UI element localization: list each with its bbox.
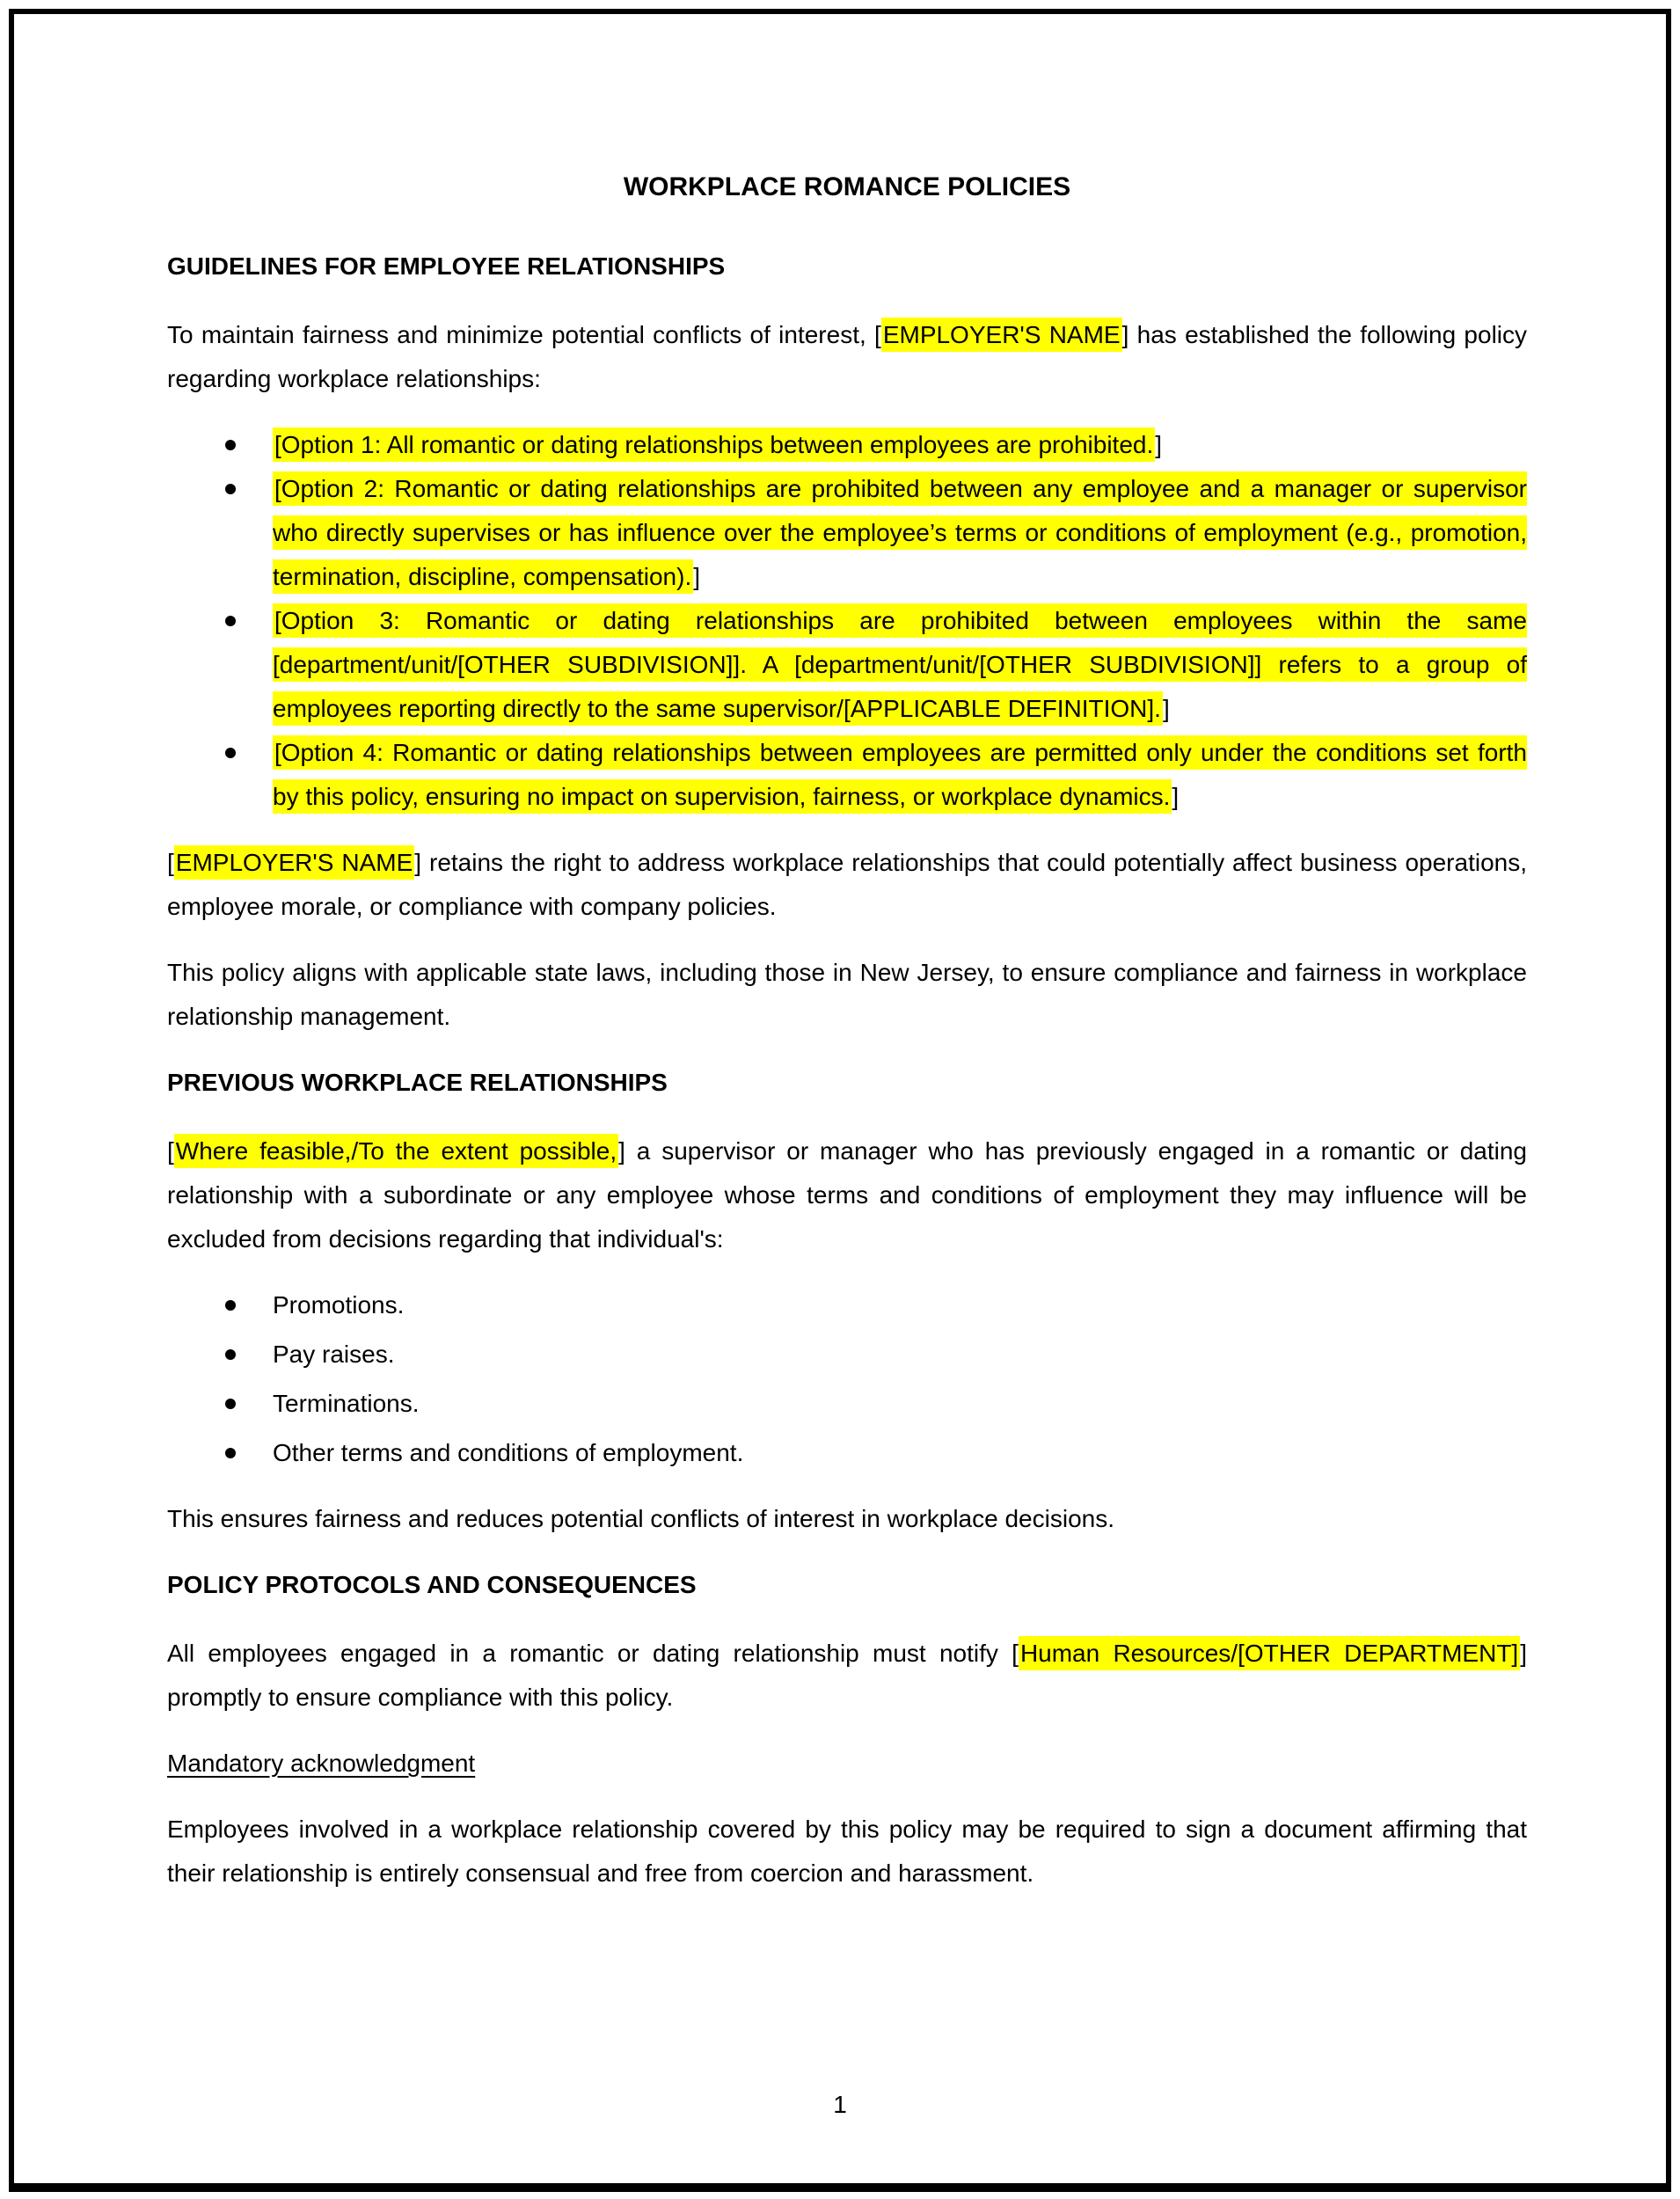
text-run: ] bbox=[1162, 695, 1170, 722]
text-run: [ bbox=[167, 1137, 174, 1165]
body-paragraph bbox=[167, 841, 1527, 929]
text-run: Employees involved in a workplace relationship covered by this policy may be required to sign a document affirming that their relationship is entirely consensual and free from coercion and harassment. bbox=[167, 1815, 1527, 1887]
text-run: All employees engaged in a romantic or dating relationship must notify [ bbox=[167, 1640, 1019, 1667]
bullet-item bbox=[167, 1431, 1527, 1475]
text-run: ] a supervisor or manager who has previously engaged in a romantic or dating relationship with a subordinate or any employee whose terms and conditions of employment they may influence will be excluded from decisions regarding that individual's: bbox=[167, 1137, 1527, 1253]
highlighted-text: [Option 3: Romantic or dating relationships are prohibited between employees within the same [department/unit/[OTHER SUBDIVISION]]. A [department/unit/[OTHER SUBDIVISION]] refers to a group of employees reporting directly to the same supervisor/[APPLICABLE DEFINITION]. bbox=[273, 603, 1527, 726]
document-content bbox=[14, 14, 1666, 1896]
bullet-item bbox=[167, 1333, 1527, 1377]
text-run: ] bbox=[1155, 431, 1163, 458]
highlighted-text: [Option 4: Romantic or dating relationships between employees are permitted only under the conditions set forth by this policy, ensuring no impact on supervision, fairness, or workplace dynamics. bbox=[273, 735, 1527, 814]
text-run: Other terms and conditions of employment. bbox=[273, 1439, 744, 1466]
bullet-item bbox=[167, 467, 1527, 599]
highlighted-text: EMPLOYER'S NAME bbox=[174, 845, 414, 880]
document-title: WORKPLACE ROMANCE POLICIES bbox=[623, 172, 1071, 201]
text-run: Terminations. bbox=[273, 1390, 420, 1417]
body-paragraph bbox=[167, 1129, 1527, 1261]
highlighted-text: Where feasible,/To the extent possible, bbox=[174, 1134, 618, 1168]
text-run: ] promptly to ensure compliance with this policy. bbox=[167, 1640, 1527, 1711]
text-run: [ bbox=[167, 849, 174, 876]
text-run: Promotions. bbox=[273, 1291, 405, 1319]
body-paragraph bbox=[167, 951, 1527, 1039]
text-run: This policy aligns with applicable state laws, including those in New Jersey, to ensure compliance and fairness in workplace relationship management. bbox=[167, 959, 1527, 1030]
page-number: 1 bbox=[833, 2091, 847, 2118]
text-run: Pay raises. bbox=[273, 1341, 395, 1368]
text-run: This ensures fairness and reduces potential conflicts of interest in workplace decisions. bbox=[167, 1505, 1114, 1532]
text-run: To maintain fairness and minimize potential conflicts of interest, [ bbox=[167, 321, 881, 348]
section-heading: GUIDELINES FOR EMPLOYEE RELATIONSHIPS bbox=[167, 252, 726, 280]
highlighted-text: EMPLOYER'S NAME bbox=[881, 318, 1122, 352]
text-run: ] bbox=[693, 563, 701, 590]
bullet-item bbox=[167, 731, 1527, 819]
body-paragraph bbox=[167, 1808, 1527, 1896]
highlighted-text: Human Resources/[OTHER DEPARTMENT] bbox=[1019, 1636, 1520, 1670]
section-heading: POLICY PROTOCOLS AND CONSEQUENCES bbox=[167, 1571, 697, 1598]
bullet-item bbox=[167, 1382, 1527, 1426]
text-run: ] retains the right to address workplace relationships that could potentially affect business operations, employee morale, or compliance with company policies. bbox=[167, 849, 1527, 920]
bullet-list bbox=[167, 1283, 1527, 1475]
section-heading: PREVIOUS WORKPLACE RELATIONSHIPS bbox=[167, 1069, 668, 1096]
body-paragraph bbox=[167, 1497, 1527, 1541]
body-paragraph bbox=[167, 313, 1527, 401]
subsection-heading: Mandatory acknowledgment bbox=[167, 1750, 476, 1777]
bullet-list bbox=[167, 423, 1527, 819]
text-run: ] bbox=[1172, 783, 1180, 810]
highlighted-text: [Option 2: Romantic or dating relationships are prohibited between any employee and a manager or supervisor who directly supervises or has influence over the employee’s terms or conditions of employment (e.g., promotion, termination, discipline, compensation). bbox=[273, 471, 1527, 594]
bullet-item bbox=[167, 1283, 1527, 1327]
document-blocks bbox=[167, 245, 1527, 1896]
bullet-item bbox=[167, 423, 1527, 467]
page-border-frame bbox=[9, 9, 1671, 2192]
body-paragraph bbox=[167, 1632, 1527, 1720]
bullet-item bbox=[167, 599, 1527, 731]
text-run: ] has established the following policy regarding workplace relationships: bbox=[167, 321, 1528, 392]
highlighted-text: [Option 1: All romantic or dating relationships between employees are prohibited. bbox=[273, 427, 1155, 462]
